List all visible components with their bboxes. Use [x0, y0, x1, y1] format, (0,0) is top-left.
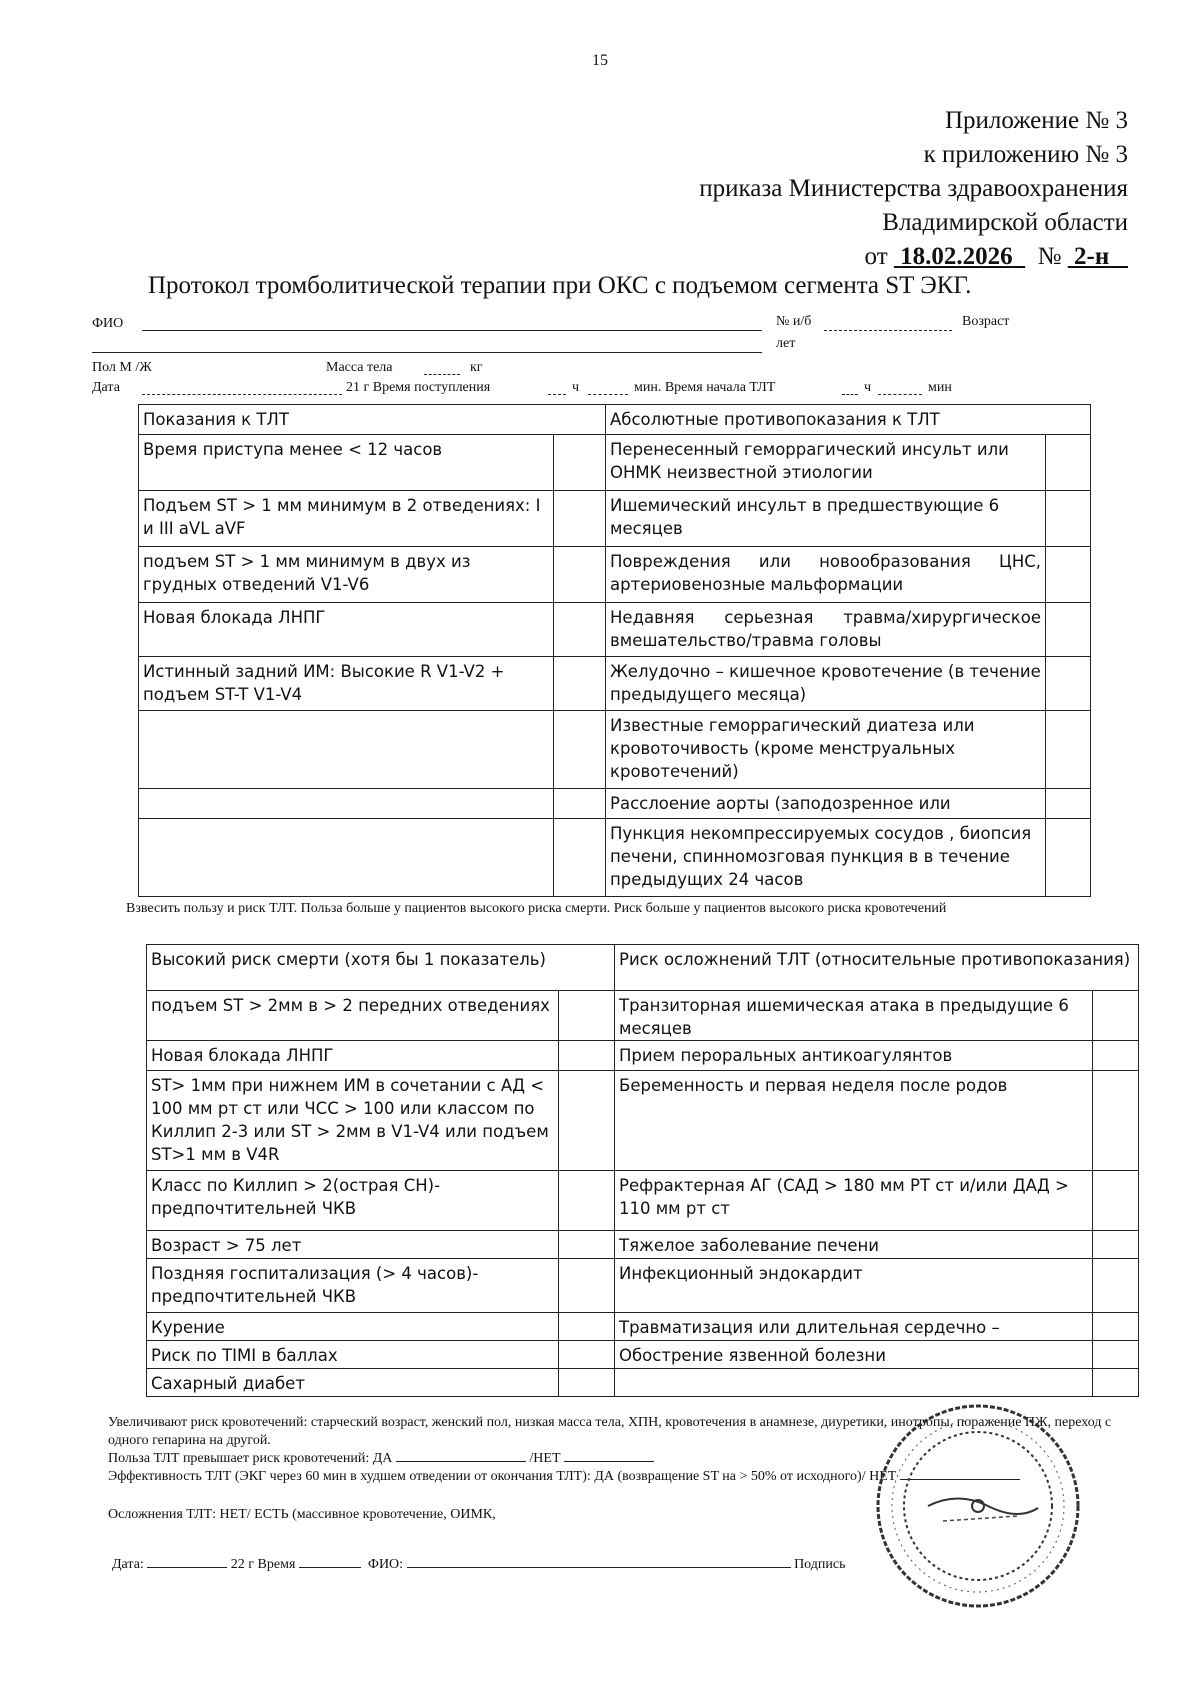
mass-label: Масса тела: [326, 360, 393, 375]
protocol-title: Протокол тромболитической терапии при ОКС с подъемом сегмента ST ЭКГ.: [148, 272, 972, 299]
indication-checkbox[interactable]: [554, 819, 606, 897]
complication-checkbox[interactable]: [1093, 1259, 1139, 1313]
contraindication-checkbox[interactable]: [1046, 491, 1091, 547]
contraindication-cell: Повреждения или новообразования ЦНС, артериовенозные мальформации: [606, 547, 1046, 603]
death-risk-cell: Курение: [147, 1313, 559, 1341]
years-label: лет: [776, 336, 796, 351]
age-line[interactable]: [92, 352, 762, 353]
min-label: мин: [928, 380, 952, 395]
contraindication-cell: Пункция некомпрессируемых сосудов , биопсия печени, спинномозговая пункция в в течение предыдущих 24 часов: [606, 819, 1046, 897]
fio-line[interactable]: [142, 330, 762, 331]
sign-date-label: Дата:: [112, 1557, 144, 1572]
contraindications-header: Абсолютные противопоказания к ТЛТ: [606, 405, 1091, 435]
contraindication-cell: Расслоение аорты (заподозренное или: [606, 789, 1046, 819]
hour-label: ч: [572, 380, 580, 395]
death-risk-checkbox[interactable]: [559, 1341, 615, 1369]
contraindication-cell: Желудочно – кишечное кровотечение (в течение предыдущего месяца): [606, 657, 1046, 711]
number-prefix: №: [1037, 243, 1062, 270]
complication-checkbox[interactable]: [1093, 1341, 1139, 1369]
indications-header: Показания к ТЛТ: [139, 405, 606, 435]
complication-cell: [615, 1369, 1093, 1397]
risk-benefit-note: Взвесить пользу и риск ТЛТ. Польза больше у пациентов высокого риска смерти. Риск больше у пациентов высокого риска кровотечений: [126, 901, 947, 916]
benefit-yes-label: Польза ТЛТ превышает риск кровотечений: ДА: [108, 1451, 393, 1466]
benefit-no-label: /НЕТ: [529, 1451, 561, 1466]
death-risk-checkbox[interactable]: [559, 1041, 615, 1071]
complication-checkbox[interactable]: [1093, 991, 1139, 1041]
ib-line[interactable]: [824, 330, 952, 331]
death-risk-checkbox[interactable]: [559, 1313, 615, 1341]
death-risk-checkbox[interactable]: [559, 1259, 615, 1313]
admission-label: 21 г Время поступления: [346, 380, 491, 395]
indication-cell: [139, 819, 554, 897]
admission-hour-line[interactable]: [548, 394, 566, 395]
indication-checkbox[interactable]: [554, 491, 606, 547]
death-risk-cell: Риск по TIMI в баллах: [147, 1341, 559, 1369]
page-number: 15: [592, 52, 608, 69]
death-risk-cell: Возраст > 75 лет: [147, 1231, 559, 1259]
contraindication-checkbox[interactable]: [1046, 711, 1091, 789]
indication-cell: [139, 789, 554, 819]
contraindication-checkbox[interactable]: [1046, 819, 1091, 897]
complication-cell: Тяжелое заболевание печени: [615, 1231, 1093, 1259]
indication-checkbox[interactable]: [554, 711, 606, 789]
header-line-3: приказа Министерства здравоохранения: [699, 175, 1128, 202]
indication-cell: [139, 711, 554, 789]
header-line-2: к приложению № 3: [923, 141, 1128, 168]
indication-cell: Истинный задний ИМ: Высокие R V1-V2 + подъем ST-T V1-V4: [139, 657, 554, 711]
sign-date-field[interactable]: [147, 1567, 227, 1568]
benefit-no-field[interactable]: [564, 1461, 654, 1462]
death-risk-cell: Сахарный диабет: [147, 1369, 559, 1397]
date-line[interactable]: [142, 394, 342, 395]
death-risk-cell: ST> 1мм при нижнем ИМ в сочетании с АД < 100 мм рт ст или ЧСС > 100 или классом по Киллип 2-3 или ST > 2мм в V1-V4 или подъем ST>1 мм в V4R: [147, 1071, 559, 1171]
sex-label: Пол М /Ж: [92, 360, 152, 375]
order-date: 18.02.2026: [900, 243, 1013, 270]
complication-checkbox[interactable]: [1093, 1041, 1139, 1071]
contraindication-checkbox[interactable]: [1046, 603, 1091, 657]
age-label: Возраст: [962, 314, 1010, 329]
complication-checkbox[interactable]: [1093, 1171, 1139, 1231]
contraindication-checkbox[interactable]: [1046, 789, 1091, 819]
complication-risk-header: Риск осложнений ТЛТ (относительные противопоказания): [615, 945, 1139, 991]
tlt-start-label: мин. Время начала ТЛТ: [634, 380, 776, 395]
complication-cell: Травматизация или длительная сердечно –: [615, 1313, 1093, 1341]
indications-table: [138, 404, 1091, 897]
tlt-min-line[interactable]: [878, 394, 922, 395]
contraindication-cell: Перенесенный геморрагический инсульт или ОНМК неизвестной этиологии: [606, 435, 1046, 491]
death-risk-checkbox[interactable]: [559, 1369, 615, 1397]
complication-cell: Рефрактерная АГ (САД > 180 мм РТ ст и/или ДАД > 110 мм рт ст: [615, 1171, 1093, 1231]
death-risk-cell: Поздняя госпитализация (> 4 часов)- предпочтительней ЧКВ: [147, 1259, 559, 1313]
indication-cell: Новая блокада ЛНПГ: [139, 603, 554, 657]
kg-label: кг: [470, 360, 483, 375]
indication-cell: подъем ST > 1 мм минимум в двух из грудных отведений V1-V6: [139, 547, 554, 603]
sign-fio-label: ФИО:: [367, 1557, 404, 1572]
contraindication-cell: Ишемический инсульт в предшествующие 6 месяцев: [606, 491, 1046, 547]
date-label: Дата: [92, 380, 120, 395]
death-risk-checkbox[interactable]: [559, 1231, 615, 1259]
indication-cell: Время приступа менее < 12 часов: [139, 435, 554, 491]
benefit-yes-field[interactable]: [396, 1461, 526, 1462]
admission-min-line[interactable]: [588, 394, 628, 395]
contraindication-checkbox[interactable]: [1046, 435, 1091, 491]
complication-cell: Транзиторная ишемическая атака в предыдущие 6 месяцев: [615, 991, 1093, 1041]
header-line-1: Приложение № 3: [944, 107, 1128, 134]
mass-line[interactable]: [424, 374, 460, 375]
indication-checkbox[interactable]: [554, 657, 606, 711]
death-risk-cell: подъем ST > 2мм в > 2 передних отведениях: [147, 991, 559, 1041]
complication-cell: Обострение язвенной болезни: [615, 1341, 1093, 1369]
effectiveness-note: Эффективность ТЛТ (ЭКГ через 60 мин в худшем отведении от окончания ТЛТ): ДА (возвращение ST на > 50% от исходного)/ НЕТ: [108, 1468, 1068, 1486]
contraindication-cell: Недавняя серьезная травма/хирургическое вмешательство/травма головы: [606, 603, 1046, 657]
complication-checkbox[interactable]: [1093, 1071, 1139, 1171]
indication-cell: Подъем ST > 1 мм минимум в 2 отведениях: I и III aVL aVF: [139, 491, 554, 547]
complications-note: Осложнения ТЛТ: НЕТ/ ЕСТЬ (массивное кровотечение, ОИМК,: [108, 1507, 496, 1522]
death-risk-cell: Новая блокада ЛНПГ: [147, 1041, 559, 1071]
death-risk-cell: Класс по Киллип > 2(острая СН)- предпочтительней ЧКВ: [147, 1171, 559, 1231]
official-stamp-icon: [868, 1396, 1088, 1616]
indication-checkbox[interactable]: [554, 603, 606, 657]
risk-table: [146, 944, 1139, 1397]
contraindication-cell: Известные геморрагический диатеза или кровоточивость (кроме менструальных кровотечений): [606, 711, 1046, 789]
death-risk-checkbox[interactable]: [559, 1071, 615, 1171]
contraindication-checkbox[interactable]: [1046, 657, 1091, 711]
complication-checkbox[interactable]: [1093, 1369, 1139, 1397]
death-risk-checkbox[interactable]: [559, 991, 615, 1041]
date-prefix: от: [864, 243, 888, 270]
sign-year-label: 22 г Время: [230, 1557, 296, 1572]
complication-cell: Беременность и первая неделя после родов: [615, 1071, 1093, 1171]
header-date-line: [865, 240, 1128, 274]
indication-checkbox[interactable]: [554, 547, 606, 603]
sign-fio-field[interactable]: [407, 1567, 791, 1568]
benefit-line: [108, 1450, 654, 1468]
bleeding-risk-note: Увеличивают риск кровотечений: старческий возраст, женский пол, низкая масса тела, ХПН, кровотечения в анамнезе, диуретики, инотропы, поражение ПЖ, переход с одного гепарина на другой.: [108, 1415, 1112, 1448]
tlt-hour-line[interactable]: [842, 394, 858, 395]
sign-time-field[interactable]: [299, 1567, 361, 1568]
sign-signature-label: Подпись: [794, 1557, 846, 1572]
complication-checkbox[interactable]: [1093, 1313, 1139, 1341]
indication-checkbox[interactable]: [554, 435, 606, 491]
header-line-4: Владимирской области: [882, 209, 1128, 236]
death-risk-header: Высокий риск смерти (хотя бы 1 показатель): [147, 945, 615, 991]
order-number: 2-н: [1074, 243, 1110, 270]
ib-label: № и/б: [776, 314, 812, 329]
signature-line: [112, 1556, 845, 1574]
death-risk-checkbox[interactable]: [559, 1171, 615, 1231]
contraindication-checkbox[interactable]: [1046, 547, 1091, 603]
complication-cell: Прием пероральных антикоагулянтов: [615, 1041, 1093, 1071]
complication-checkbox[interactable]: [1093, 1231, 1139, 1259]
hour-label-2: ч: [864, 380, 872, 395]
indication-checkbox[interactable]: [554, 789, 606, 819]
fio-label: ФИО: [92, 316, 124, 331]
complication-cell: Инфекционный эндокардит: [615, 1259, 1093, 1313]
